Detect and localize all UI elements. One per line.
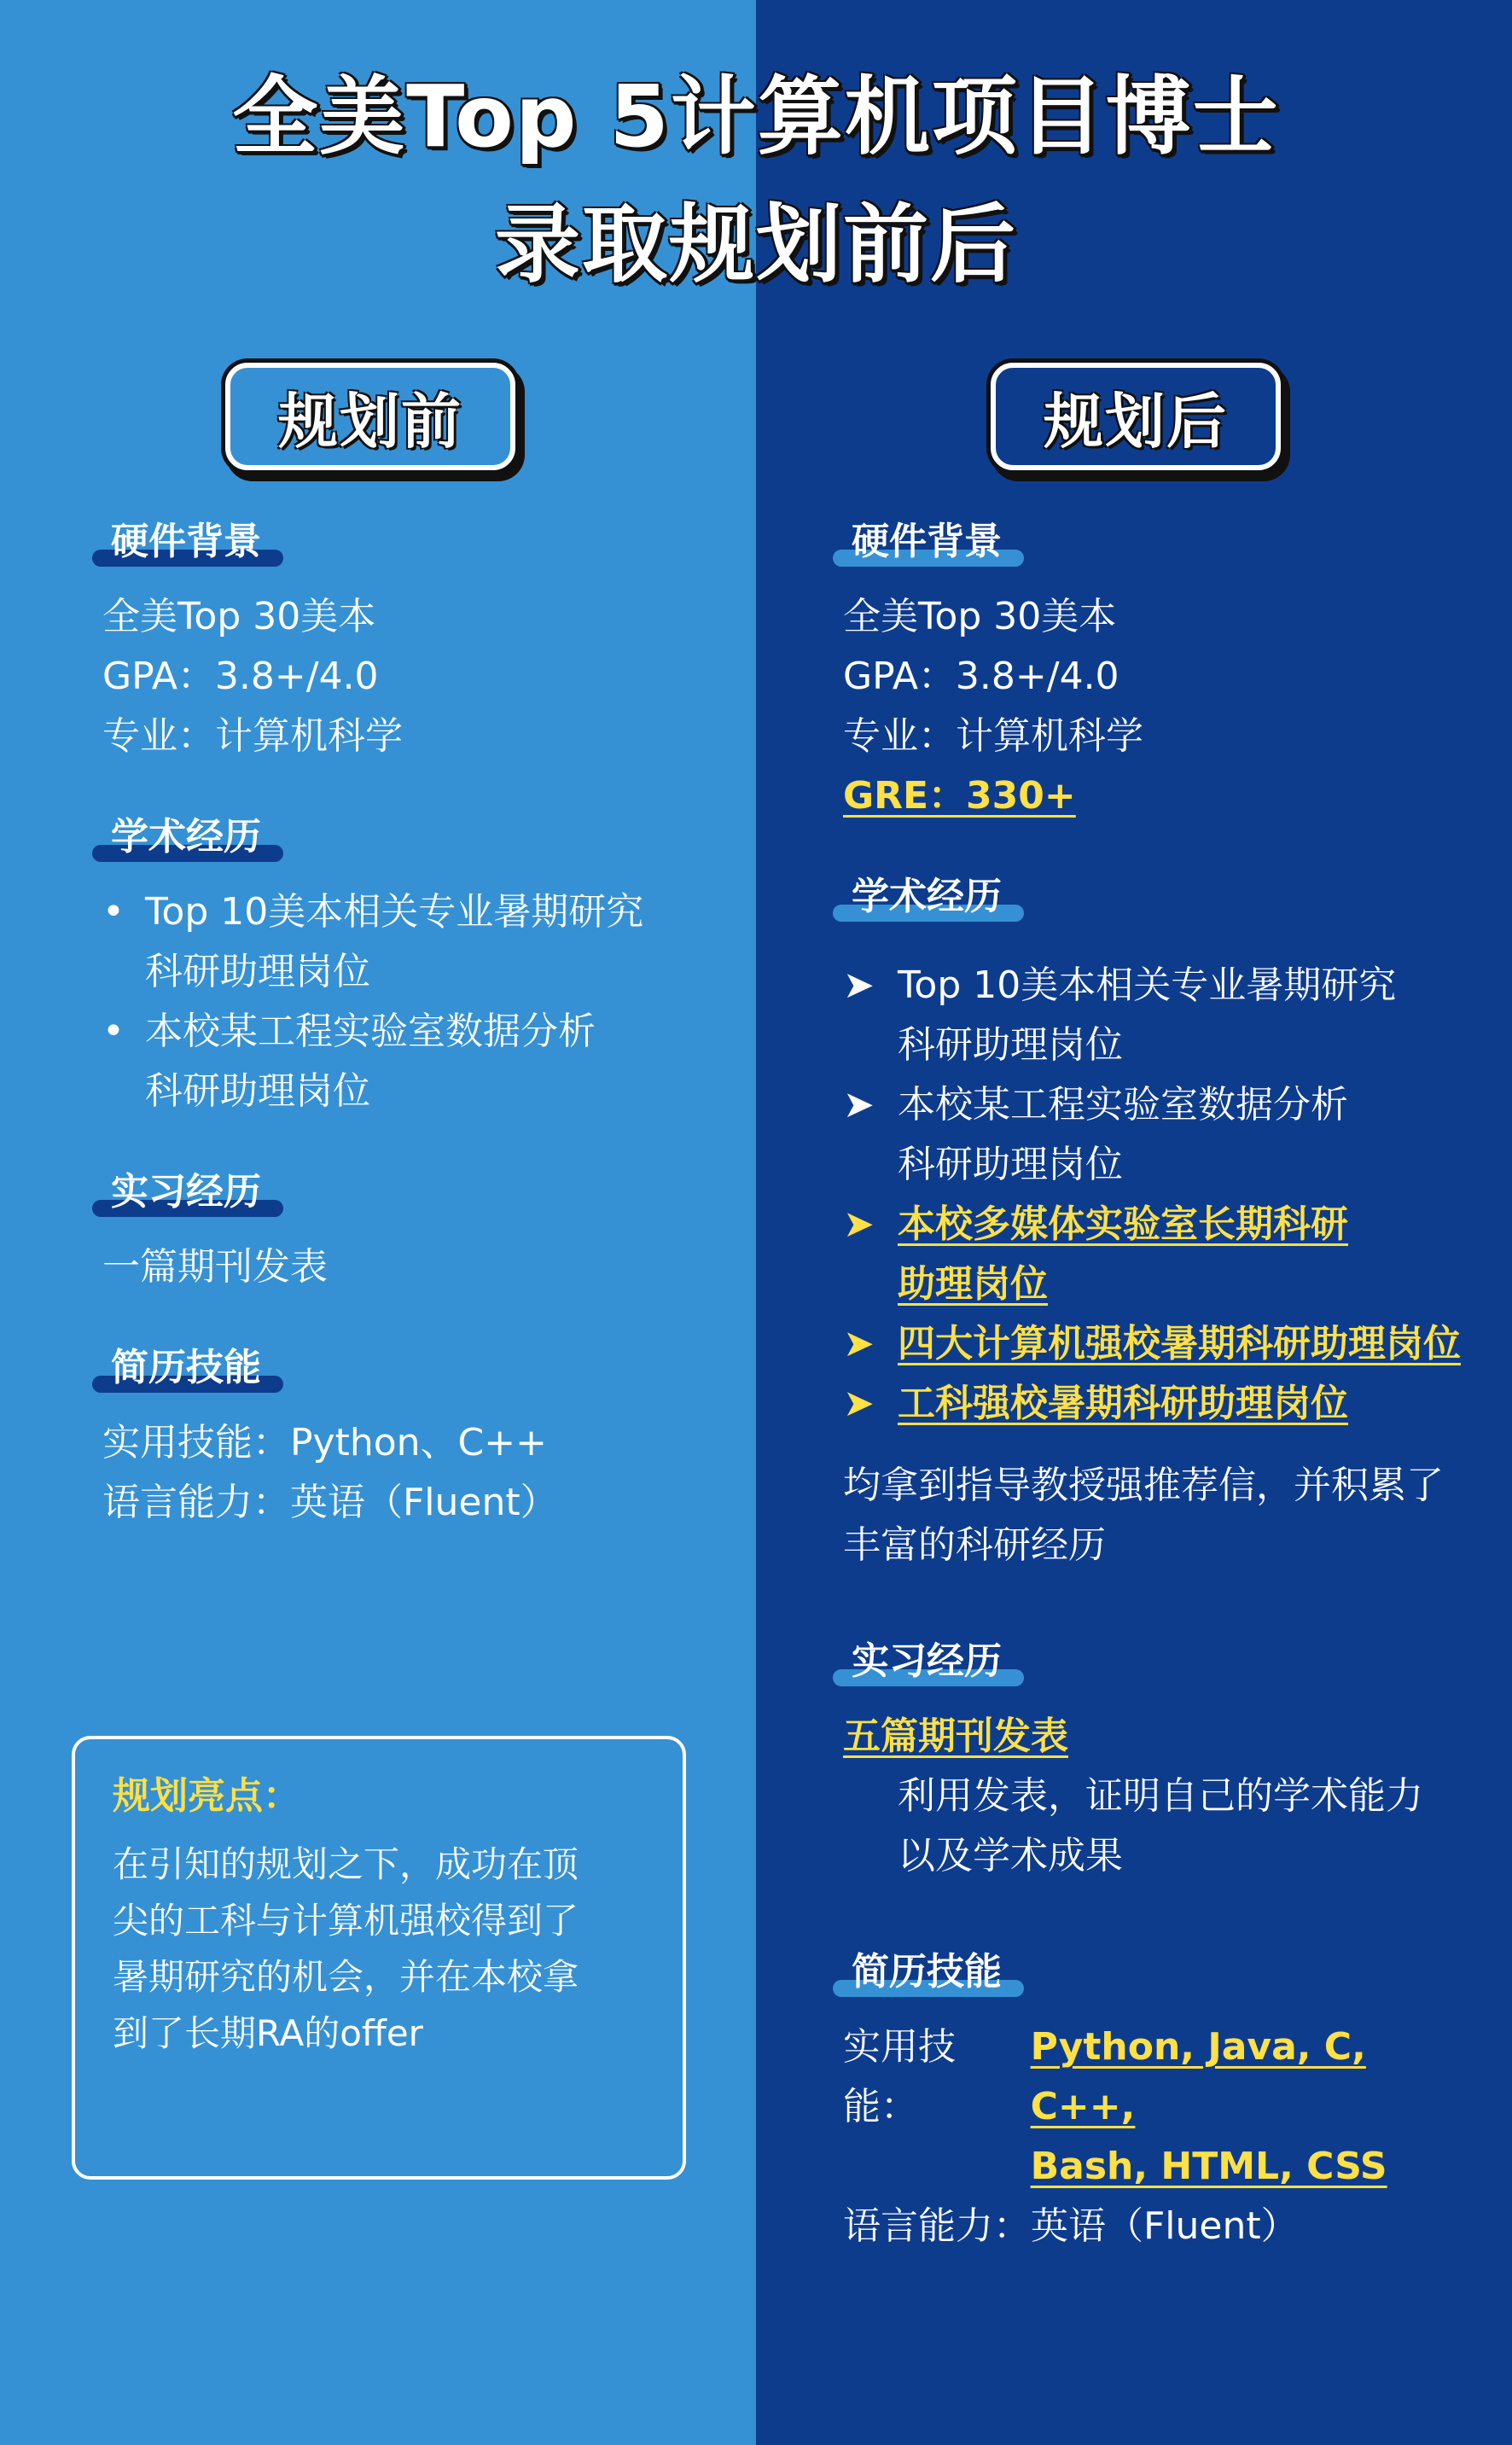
after-academic-summary: 均拿到指导教授强推荐信，并积累了: [843, 1464, 1444, 1507]
after-internship-line: 利用发表，证明自己的学术能力: [898, 1774, 1423, 1818]
heading-text: 学术经历: [852, 875, 1002, 918]
before-skills-language: 语言能力：英语（Fluent）: [102, 1481, 558, 1524]
after-skills-language: 语言能力：英语（Fluent）: [843, 2204, 1299, 2248]
heading-text: 实习经历: [852, 1639, 1002, 1683]
item-line2: 科研助理岗位: [898, 1143, 1123, 1186]
highlight-line: 尖的工科与计算机强校得到了: [113, 1900, 579, 1941]
after-skills-heading: [843, 1942, 1010, 2002]
highlight-line: 在引知的规划之下，成功在顶: [113, 1843, 579, 1885]
highlight-title: 规划亮点：: [113, 1774, 300, 1818]
item-line2: 科研助理岗位: [145, 1069, 370, 1113]
after-hardware-school: 全美Top 30美本: [843, 595, 1117, 638]
after-skills-value: Python, Java, C, C++,: [1030, 2025, 1366, 2128]
page-title-line2: 录取规划前后: [495, 195, 1017, 294]
arrow-icon: ➤: [843, 1322, 875, 1365]
before-column: [102, 512, 717, 1533]
highlight-line: 暑期研究的机会，并在本校拿: [113, 1956, 579, 1998]
before-hardware-gpa: GPA：3.8+/4.0: [102, 655, 379, 698]
after-academic-highlight-item: [843, 1374, 1483, 1434]
after-hardware-major: 专业：计算机科学: [843, 714, 1143, 758]
item-line2: 科研助理岗位: [898, 1023, 1123, 1067]
item-line2: 科研助理岗位: [145, 950, 370, 993]
after-academic-highlight-item: [843, 1314, 1483, 1374]
before-academic-item: [102, 1002, 717, 1121]
after-hardware-gre: GRE：330+: [843, 774, 1076, 818]
item-line1: 本校多媒体实验室长期科研: [898, 1202, 1348, 1246]
after-skills-value: Bash, HTML, CSS: [1030, 2145, 1387, 2188]
before-internship-line: 一篇期刊发表: [102, 1245, 328, 1289]
after-skills-label: 实用技能：: [843, 2025, 956, 2128]
after-academic-highlight-item: [843, 1195, 1483, 1314]
heading-text: 简历技能: [852, 1950, 1002, 1994]
item-line1: 工科强校暑期科研助理岗位: [898, 1382, 1348, 1425]
item-line1: 本校某工程实验室数据分析: [898, 1083, 1348, 1126]
after-hardware-gpa: GPA：3.8+/4.0: [843, 655, 1119, 698]
item-line1: Top 10美本相关专业暑期研究: [145, 890, 644, 934]
heading-text: 实习经历: [111, 1170, 261, 1214]
before-internship-heading: [102, 1162, 270, 1222]
after-academic-item: [843, 1075, 1483, 1195]
heading-text: 硬件背景: [111, 520, 261, 563]
planning-highlight-box: [72, 1736, 686, 2180]
before-skills-heading: [102, 1338, 270, 1398]
before-hardware-school: 全美Top 30美本: [102, 595, 376, 638]
after-hardware-heading: [843, 512, 1010, 572]
after-internship-highlight: 五篇期刊发表: [843, 1714, 1068, 1758]
after-internship-line: 以及学术成果: [898, 1834, 1123, 1877]
highlight-line: 到了长期RA的offer: [113, 2012, 423, 2054]
before-hardware-heading: [102, 512, 270, 572]
before-academic-heading: [102, 807, 270, 867]
after-academic-heading: [843, 867, 1010, 927]
item-line1: 四大计算机强校暑期科研助理岗位: [898, 1322, 1461, 1365]
arrow-icon: ➤: [843, 963, 875, 1007]
after-academic-item: [843, 956, 1483, 1075]
arrow-icon: ➤: [843, 1382, 875, 1425]
item-line1: 本校某工程实验室数据分析: [145, 1010, 596, 1053]
before-skills-practical: 实用技能：Python、C++: [102, 1421, 547, 1464]
before-academic-item: [102, 882, 717, 1002]
bullet-icon: •: [102, 890, 125, 934]
item-line1: Top 10美本相关专业暑期研究: [898, 963, 1397, 1007]
heading-text: 简历技能: [111, 1346, 261, 1389]
after-academic-summary: 丰富的科研经历: [843, 1523, 1106, 1567]
after-badge: 规划后: [991, 363, 1281, 470]
heading-text: 硬件背景: [852, 520, 1002, 563]
arrow-icon: ➤: [843, 1202, 875, 1246]
heading-text: 学术经历: [111, 815, 261, 859]
arrow-icon: ➤: [843, 1083, 875, 1126]
bullet-icon: •: [102, 1010, 125, 1053]
after-internship-heading: [843, 1632, 1010, 1691]
before-hardware-major: 专业：计算机科学: [102, 714, 403, 758]
page-title-line1: 全美Top 5计算机项目博士: [232, 67, 1280, 166]
after-column: [843, 512, 1483, 2256]
item-line2: 助理岗位: [898, 1262, 1048, 1306]
before-badge: 规划前: [225, 363, 515, 470]
